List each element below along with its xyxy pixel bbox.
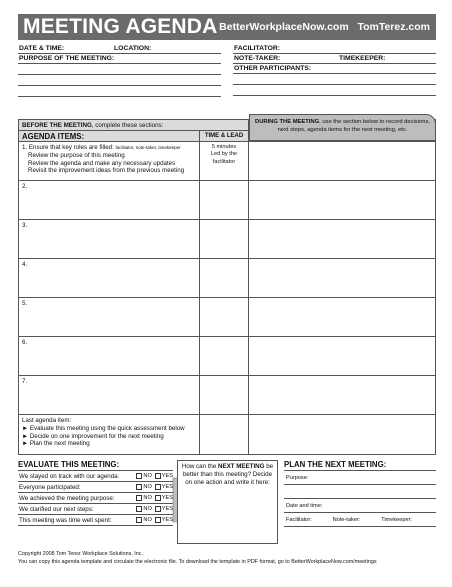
item3-time-lead[interactable] xyxy=(199,220,248,258)
checkbox-yes[interactable] xyxy=(155,495,161,501)
eval-q5-options xyxy=(134,517,173,523)
other-participants-label: OTHER PARTICIPANTS: xyxy=(234,65,312,72)
plan-next-meeting-section xyxy=(278,460,436,544)
timekeeper-label: TIMEKEEPER: xyxy=(339,55,386,62)
checkbox-no[interactable] xyxy=(136,517,142,523)
purpose-label: PURPOSE OF THE MEETING: xyxy=(19,55,115,62)
eval-q3-options xyxy=(134,495,173,501)
agenda-table xyxy=(18,119,436,455)
page-title: MEETING AGENDA xyxy=(23,15,218,38)
last-item-3-text: Plan the next meeting xyxy=(29,440,90,448)
eval-row-3 xyxy=(18,493,173,504)
eval-q2: Everyone participated: xyxy=(19,483,81,491)
plan-facilitator-label: Facilitator: xyxy=(286,517,312,523)
copyright-text: Copyright 2008 Tom Terez Workplace Solutions, Inc. xyxy=(18,551,143,557)
time-lead-label: TIME & LEAD xyxy=(199,131,248,141)
participants-line[interactable] xyxy=(233,74,436,85)
agenda-item-last xyxy=(19,415,199,454)
bottom-section xyxy=(18,460,436,544)
agenda-items-label: AGENDA ITEMS: xyxy=(22,132,85,141)
checkbox-yes[interactable] xyxy=(155,517,161,523)
yes-label: YES xyxy=(161,473,173,479)
agenda-row-last[interactable] xyxy=(19,414,248,454)
agenda-row-4[interactable] xyxy=(19,258,248,297)
plan-title: PLAN THE NEXT MEETING: xyxy=(284,460,436,471)
header-sites xyxy=(219,21,430,33)
last-item-title: Last agenda item: xyxy=(22,417,72,424)
purpose-line[interactable] xyxy=(18,75,221,86)
plan-date-time-label: Date and time: xyxy=(286,503,323,509)
eval-q4: We clarified our next steps: xyxy=(19,505,94,513)
meeting-info xyxy=(18,44,436,97)
improvement-text-post: be better than this meeting? Decide on one action and write it here: xyxy=(182,463,274,486)
item1-sub-c: Review the agenda and make any necessary updates xyxy=(28,159,176,167)
site-link-betterworkplace[interactable]: BetterWorkplaceNow.com xyxy=(219,21,349,33)
during-meeting-title: DURING THE MEETING xyxy=(255,119,320,125)
checkbox-yes[interactable] xyxy=(155,473,161,479)
last-item-2-text: Decide on one improvement for the next meeting xyxy=(29,432,164,440)
agenda-item-4: 4. xyxy=(22,261,28,268)
item4-time-lead[interactable] xyxy=(199,259,248,297)
agenda-item-1 xyxy=(19,142,199,180)
eval-row-5 xyxy=(18,515,173,526)
notes-row-1[interactable] xyxy=(249,141,435,180)
no-label: NO xyxy=(143,473,152,479)
item1-time-lead xyxy=(199,142,248,180)
agenda-row-1[interactable] xyxy=(19,141,248,180)
purpose-line[interactable] xyxy=(18,64,221,75)
notes-row-7[interactable] xyxy=(249,375,435,414)
eval-q3: We achieved the meeting purpose: xyxy=(19,494,115,502)
eval-row-1 xyxy=(18,471,173,482)
eval-q2-options xyxy=(134,484,173,490)
agenda-item-5: 5. xyxy=(22,300,28,307)
agenda-row-3[interactable] xyxy=(19,219,248,258)
eval-q1-options xyxy=(134,473,173,479)
plan-purpose-line[interactable] xyxy=(284,485,436,499)
agenda-row-6[interactable] xyxy=(19,336,248,375)
item1-sub-d: Revisit the improvement ideas from the previous meeting xyxy=(28,167,185,175)
improvement-text-pre: How can the xyxy=(181,463,219,470)
agenda-item-7: 7. xyxy=(22,378,28,385)
item1-time: 5 minutes xyxy=(211,144,237,150)
last-item-2: ► Decide on one improvement for the next meeting xyxy=(22,432,164,440)
agenda-items-column xyxy=(18,119,249,455)
purpose-line[interactable] xyxy=(18,86,221,97)
evaluate-title: EVALUATE THIS MEETING: xyxy=(18,460,173,471)
last-item-1-text: Evaluate this meeting using the quick assessment below xyxy=(29,424,185,432)
plan-timekeeper-label: Timekeeper: xyxy=(381,517,412,523)
during-meeting-header xyxy=(249,114,436,141)
agenda-row-2[interactable] xyxy=(19,180,248,219)
eval-q1: We stayed on track with our agenda: xyxy=(19,472,120,480)
next-meeting-improvement-box[interactable] xyxy=(177,460,278,544)
item6-time-lead[interactable] xyxy=(199,337,248,375)
plan-roles-field[interactable] xyxy=(284,513,436,527)
download-note: You can copy this agenda template and circulate the electronic file. To download the template in PDF format, go to BetterWorkplaceNow.com/meetings xyxy=(18,559,377,566)
during-meeting-notes-column xyxy=(249,119,436,455)
yes-label: YES xyxy=(161,506,173,512)
agenda-row-7[interactable] xyxy=(19,375,248,414)
notes-row-2[interactable] xyxy=(249,180,435,219)
before-meeting-title: BEFORE THE MEETING xyxy=(22,122,92,129)
no-label: NO xyxy=(143,517,152,523)
item7-time-lead[interactable] xyxy=(199,376,248,414)
yes-label: YES xyxy=(161,484,173,490)
plan-date-time-field[interactable] xyxy=(284,499,436,513)
item1-roles: facilitator, note-taker, timekeeper xyxy=(115,145,181,150)
item1-sub-b: Review the purpose of this meeting xyxy=(28,151,125,159)
footer xyxy=(18,550,436,566)
facilitator-field[interactable] xyxy=(233,44,436,54)
checkbox-no[interactable] xyxy=(136,484,142,490)
notes-row-4[interactable] xyxy=(249,258,435,297)
location-label: LOCATION: xyxy=(114,45,152,52)
improvement-text-bold: NEXT MEETING xyxy=(218,463,265,470)
notes-row-last[interactable] xyxy=(249,414,435,454)
purpose-field[interactable] xyxy=(18,54,221,64)
checkbox-yes[interactable] xyxy=(155,506,161,512)
note-taker-field[interactable] xyxy=(233,54,436,64)
eval-q4-options xyxy=(134,506,173,512)
plan-purpose-field[interactable] xyxy=(284,471,436,485)
notes-row-5[interactable] xyxy=(249,297,435,336)
date-time-field[interactable] xyxy=(18,44,221,54)
plan-purpose-label: Purpose: xyxy=(286,475,309,481)
checkbox-yes[interactable] xyxy=(155,484,161,490)
other-participants-field[interactable] xyxy=(233,64,436,74)
note-taker-label: NOTE-TAKER: xyxy=(234,55,281,62)
agenda-subheader xyxy=(19,130,248,141)
eval-row-2 xyxy=(18,482,173,493)
yes-label: YES xyxy=(161,517,173,523)
last-item-time-lead[interactable] xyxy=(199,415,248,454)
plan-note-taker-label: Note-taker: xyxy=(332,517,361,523)
site-link-tomterez[interactable]: TomTerez.com xyxy=(357,21,430,33)
agenda-item-6: 6. xyxy=(22,339,28,346)
before-meeting-instructions: , complete these sections: xyxy=(91,122,164,129)
agenda-item-2: 2. xyxy=(22,183,28,190)
no-label: NO xyxy=(143,506,152,512)
item1-text: 1. Ensure that key roles are filled: xyxy=(22,144,116,151)
item5-time-lead[interactable] xyxy=(199,298,248,336)
last-item-3: ► Plan the next meeting xyxy=(22,440,90,448)
yes-label: YES xyxy=(161,495,173,501)
evaluate-section xyxy=(18,460,173,544)
eval-q5: This meeting was time well spent: xyxy=(19,516,112,524)
item1-lead: Led by the facilitator xyxy=(210,151,238,165)
last-item-1: ► Evaluate this meeting using the quick assessment below xyxy=(22,424,185,432)
no-label: NO xyxy=(143,484,152,490)
date-time-label: DATE & TIME: xyxy=(19,45,65,52)
checkbox-no[interactable] xyxy=(136,506,142,512)
facilitator-label: FACILITATOR: xyxy=(234,45,281,52)
checkbox-no[interactable] xyxy=(136,473,142,479)
participants-line[interactable] xyxy=(233,85,436,96)
item2-time-lead[interactable] xyxy=(199,181,248,219)
agenda-row-5[interactable] xyxy=(19,297,248,336)
no-label: NO xyxy=(143,495,152,501)
checkbox-no[interactable] xyxy=(136,495,142,501)
notes-row-6[interactable] xyxy=(249,336,435,375)
agenda-item-3: 3. xyxy=(22,222,28,229)
notes-row-3[interactable] xyxy=(249,219,435,258)
during-meeting-instructions: , use the section below to record decisions, next steps, agenda items for the next meeting, etc. xyxy=(277,119,430,133)
eval-row-4 xyxy=(18,504,173,515)
before-meeting-header xyxy=(19,119,248,130)
header-bar xyxy=(18,14,436,40)
